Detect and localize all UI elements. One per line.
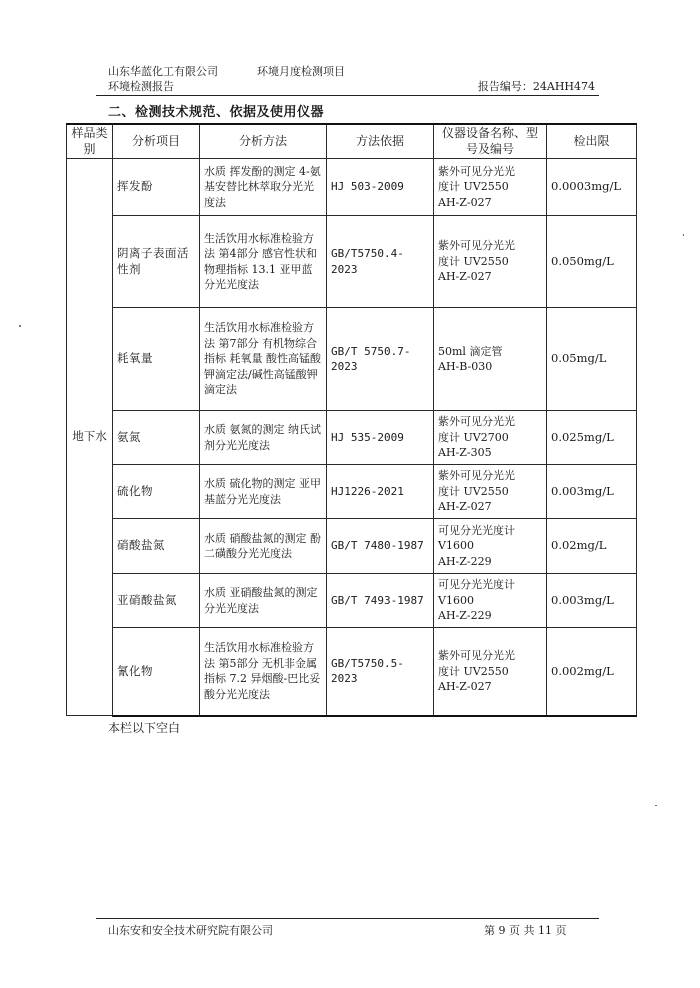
- instrument-line: 紫外可见分光光: [438, 415, 515, 429]
- item-cell: 阴离子表面活性剂: [113, 216, 200, 308]
- limit-cell: 0.025mg/L: [547, 411, 637, 465]
- basis-cell: GB/T5750.5-2023: [327, 628, 434, 716]
- instrument-line: AH-Z-229: [438, 554, 492, 568]
- table-row: [67, 308, 637, 411]
- category-cell: 地下水: [67, 159, 113, 716]
- scan-speck: [19, 325, 21, 327]
- limit-cell: 0.02mg/L: [547, 519, 637, 574]
- instrument-line: V1600: [438, 593, 474, 607]
- header-company: 山东华蓝化工有限公司: [108, 65, 218, 78]
- header-limit: 检出限: [547, 124, 637, 159]
- instrument-line: 紫外可见分光光: [438, 164, 515, 178]
- instrument-line: 可见分光光度计: [438, 578, 515, 592]
- instrument-line: AH-Z-027: [438, 500, 492, 514]
- instrument-cell: [434, 159, 547, 216]
- item-cell: 氨氮: [113, 411, 200, 465]
- instrument-line: 度计 UV2550: [438, 180, 509, 194]
- table-row: [67, 159, 637, 216]
- limit-cell: 0.0003mg/L: [547, 159, 637, 216]
- header-item: 分析项目: [113, 124, 200, 159]
- instrument-line: 50ml 滴定管: [438, 344, 503, 358]
- footer-divider: [96, 918, 599, 919]
- methods-table: [66, 123, 637, 717]
- instrument-cell: [434, 519, 547, 574]
- blank-below-note: 本栏以下空白: [108, 721, 181, 735]
- item-cell: 挥发酚: [113, 159, 200, 216]
- instrument-cell: [434, 465, 547, 519]
- footer-page-number: 第 9 页 共 11 页: [484, 924, 567, 937]
- header-basis: 方法依据: [327, 124, 434, 159]
- header-method: 分析方法: [200, 124, 327, 159]
- item-cell: 耗氧量: [113, 308, 200, 411]
- basis-cell: HJ 503-2009: [327, 159, 434, 216]
- method-cell: 水质 氨氮的测定 纳氏试剂分光光度法: [200, 411, 327, 465]
- instrument-cell: [434, 628, 547, 716]
- limit-cell: 0.05mg/L: [547, 308, 637, 411]
- instrument-line: AH-Z-027: [438, 270, 492, 284]
- instrument-line: 紫外可见分光光: [438, 649, 515, 662]
- method-cell: 水质 硫化物的测定 亚甲基蓝分光光度法: [200, 465, 327, 519]
- method-cell: 生活饮用水标准检验方法 第7部分 有机物综合指标 耗氧量 酸性高锰酸钾滴定法/碱性高锰酸钾滴定法: [200, 308, 327, 411]
- section-title: 二、检测技术规范、依据及使用仪器: [108, 105, 325, 120]
- header-category: 样品类别: [67, 124, 113, 159]
- instrument-line: 度计 UV2550: [438, 484, 509, 498]
- header-project: 环境月度检测项目: [257, 65, 345, 78]
- method-cell: 水质 挥发酚的测定 4-氨基安替比林萃取分光光度法: [200, 159, 327, 216]
- table-row: [67, 574, 637, 628]
- instrument-line: AH-Z-229: [438, 609, 492, 623]
- table-header-row: [67, 124, 637, 159]
- instrument-line: AH-Z-027: [438, 680, 492, 693]
- limit-cell: 0.050mg/L: [547, 216, 637, 308]
- header-doc-type: 环境检测报告: [108, 80, 174, 93]
- basis-cell: GB/T 7480-1987: [327, 519, 434, 574]
- table-row: [67, 411, 637, 465]
- scan-speck: [683, 234, 684, 236]
- instrument-line: 可见分光光度计: [438, 523, 515, 537]
- basis-cell: HJ1226-2021: [327, 465, 434, 519]
- instrument-cell: [434, 411, 547, 465]
- table-row: [67, 465, 637, 519]
- limit-cell: 0.002mg/L: [547, 628, 637, 716]
- instrument-line: AH-Z-305: [438, 446, 492, 460]
- method-cell: 生活饮用水标准检验方法 第5部分 无机非金属指标 7.2 异烟酸-巴比妥酸分光光度法: [200, 628, 327, 716]
- instrument-cell: [434, 308, 547, 411]
- item-cell: 亚硝酸盐氮: [113, 574, 200, 628]
- instrument-line: V1600: [438, 539, 474, 553]
- basis-cell: HJ 535-2009: [327, 411, 434, 465]
- limit-cell: 0.003mg/L: [547, 465, 637, 519]
- instrument-line: 度计 UV2700: [438, 430, 509, 444]
- item-cell: 硫化物: [113, 465, 200, 519]
- table-row: [67, 628, 637, 716]
- limit-cell: 0.003mg/L: [547, 574, 637, 628]
- scan-speck: [655, 805, 657, 806]
- header-instrument: 仪器设备名称、型号及编号: [434, 124, 547, 159]
- instrument-line: 度计 UV2550: [438, 664, 509, 678]
- basis-cell: GB/T5750.4-2023: [327, 216, 434, 308]
- basis-cell: GB/T 5750.7-2023: [327, 308, 434, 411]
- item-cell: 氰化物: [113, 628, 200, 716]
- table-row: [67, 216, 637, 308]
- instrument-line: 紫外可见分光光: [438, 239, 515, 253]
- header-divider: [96, 95, 599, 96]
- method-cell: 生活饮用水标准检验方法 第4部分 感官性状和物理指标 13.1 亚甲蓝分光光度法: [200, 216, 327, 308]
- method-cell: 水质 亚硝酸盐氮的测定 分光光度法: [200, 574, 327, 628]
- item-cell: 硝酸盐氮: [113, 519, 200, 574]
- instrument-line: AH-B-030: [438, 360, 493, 373]
- instrument-line: 度计 UV2550: [438, 254, 509, 268]
- method-cell: 水质 硝酸盐氮的测定 酚二磺酸分光光度法: [200, 519, 327, 574]
- instrument-cell: [434, 216, 547, 308]
- header-report-number: 报告编号：24AHH474: [477, 80, 595, 93]
- instrument-line: AH-Z-027: [438, 195, 492, 209]
- instrument-cell: [434, 574, 547, 628]
- basis-cell: GB/T 7493-1987: [327, 574, 434, 628]
- table-row: [67, 519, 637, 574]
- footer-company: 山东安和安全技术研究院有限公司: [108, 924, 273, 937]
- instrument-line: 紫外可见分光光: [438, 469, 515, 483]
